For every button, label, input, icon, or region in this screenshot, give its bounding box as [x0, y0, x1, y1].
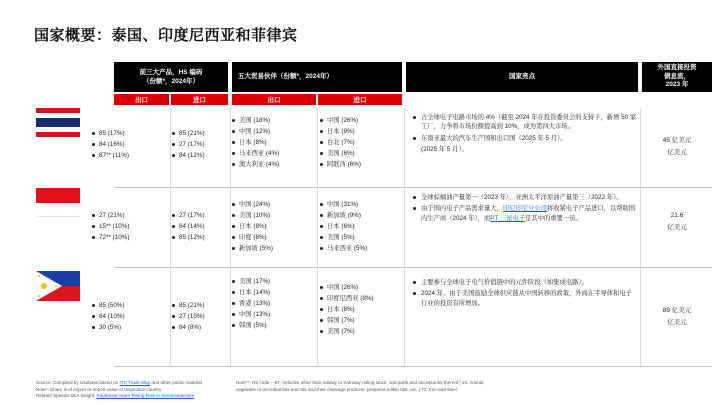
fdi-value: 45 亿美元 — [662, 137, 692, 144]
company-link-2[interactable]: PT 三星电子 — [490, 214, 526, 222]
subheader-import-partners: 进口 — [318, 94, 402, 105]
list-item: 日本 (8%) — [232, 221, 273, 232]
philippines-import-partners — [320, 282, 374, 337]
list-item: 85 (17%) — [92, 128, 129, 139]
thailand-fdi — [642, 135, 712, 160]
footer-related — [36, 393, 236, 400]
indonesia-highlights — [412, 193, 638, 225]
highlight-item: 主要参与全球电子电气价值链中的元件阶段（如集成电路）。 — [412, 278, 638, 287]
indonesia-import-products — [172, 210, 205, 243]
footer-text: Source: Compiled by Usabase based on — [36, 380, 120, 385]
list-item: 美国 (7%) — [320, 326, 374, 337]
list-item: 香港 (13%) — [232, 298, 270, 309]
indonesia-export-products — [92, 210, 129, 243]
header-fdi-line3: 2023 年 — [665, 81, 689, 89]
highlight-item: 占全球电子电路市场的 4%（截至 2024 年在投资委员会的支持下，新增 50 家工厂，力争将市场份额提高到 10%，成为第四大市场。 — [412, 113, 638, 132]
col-divider-4 — [404, 108, 405, 366]
list-item: 美国 (17%) — [232, 276, 270, 287]
list-item: 日本 (8%) — [320, 304, 374, 315]
list-item: 87** (11%) — [92, 150, 129, 161]
list-item: 27 (17%) — [172, 139, 205, 150]
header-top-products-line1: 前三大产品，HS 编码 — [139, 68, 203, 76]
fdi-unit: 亿美元 — [667, 224, 687, 232]
philippines-export-products — [92, 300, 125, 333]
footer-link-trade-map[interactable]: ITC Trade Map — [119, 380, 151, 385]
header-top-products-line2: （份额*，2024年） — [143, 78, 199, 85]
list-item: 韩国 (5%) — [232, 320, 270, 331]
header-fdi — [642, 62, 712, 92]
list-item: 中国 (13%) — [232, 309, 270, 320]
list-item: 马来西亚 (4%) — [232, 148, 279, 159]
philippines-flag — [36, 271, 80, 301]
list-item: 27 (17%) — [172, 210, 205, 221]
indonesia-export-partners — [232, 199, 273, 254]
subheader-export-partners: 出口 — [232, 94, 316, 105]
header-fdi-line1: 外国直接投资 — [657, 64, 697, 72]
highlight-item — [412, 204, 638, 223]
list-item: 台北 (7%) — [320, 137, 361, 148]
list-item: 15** (10%) — [92, 221, 129, 232]
row-divider-thailand — [114, 187, 712, 188]
list-item: 新加坡 (9%) — [320, 210, 367, 221]
footer-left — [36, 380, 236, 400]
list-item: 85 (50%) — [92, 300, 125, 311]
list-item: 美国 (10%) — [232, 210, 273, 221]
highlight-text: 将收紧电子产品进口，以帮助国内生产商（2024 年），而 — [421, 205, 636, 222]
page-title: 国家概要：泰国、印度尼西亚和菲律宾 — [34, 27, 298, 44]
footer-link-insight[interactable]: Southeast Asia's Rising Role in Semiconductors — [96, 393, 195, 399]
list-item: 27 (21%) — [92, 210, 129, 221]
indonesia-fdi — [642, 210, 712, 235]
footer-hs-note-1: Note**: HS code – 87: Vehicles other than railway or tramway rolling stock, and parts and accessories thereof | 15: Animal, — [236, 380, 485, 385]
footer-right — [236, 380, 676, 393]
list-item: 84 (14%) — [172, 221, 205, 232]
list-item: 85 (21%) — [172, 128, 205, 139]
fdi-unit: 亿美元 — [667, 149, 687, 157]
thailand-import-products — [172, 128, 205, 161]
list-item: 美国 (6%) — [320, 148, 361, 159]
header-fdi-line2: 债息流， — [664, 72, 690, 80]
fdi-value: 21.6 — [670, 212, 684, 219]
indonesia-import-partners — [320, 199, 367, 254]
list-item: 84 (10%) — [92, 311, 125, 322]
philippines-highlights — [412, 278, 638, 310]
thailand-export-partners — [232, 115, 279, 170]
header-highlights: 国家亮点 — [406, 62, 638, 92]
list-item: 日本 (14%) — [232, 287, 270, 298]
list-item: 印度 (8%) — [232, 232, 273, 243]
list-item: 中国 (26%) — [320, 282, 374, 293]
row-divider-indonesia — [114, 267, 712, 268]
footer-text: and other public material — [150, 380, 202, 385]
list-item: 日本 (6%) — [320, 221, 367, 232]
list-item: 中国 (31%) — [320, 199, 367, 210]
header-trade-partners: 五大贸易伙伴（份额*，2024年） — [232, 62, 402, 92]
highlight-item: 2024 年，由于美国鼓励全球供应链从中国转移的政策，外商在半导体和电子行业的投资有所增加。 — [412, 289, 638, 308]
footer-source — [36, 380, 236, 387]
col-divider-1 — [170, 108, 171, 366]
highlight-item: 全球棕榈油产量第一（2023 年），亚洲太平洋原油产量第三（2022 年）。 — [412, 193, 638, 202]
list-item: 澳大利亚 (4%) — [232, 159, 279, 170]
highlight-text: 由于国内电子产品需求量大， — [421, 205, 503, 213]
list-item: 85 (12%) — [172, 232, 205, 243]
philippines-import-products — [172, 300, 205, 333]
list-item: 84 (16%) — [92, 139, 129, 150]
thailand-import-partners — [320, 115, 361, 170]
highlight-text: 是其中的重要一员。 — [525, 214, 582, 222]
subheader-import-products: 进口 — [171, 94, 228, 105]
list-item: 中国 (12%) — [232, 126, 279, 137]
philippines-flag-graphic — [36, 271, 80, 301]
fdi-unit: 亿美元 — [667, 319, 687, 327]
col-divider-2 — [230, 108, 231, 366]
footer-text: Related Speeda SEA Insight: — [36, 393, 97, 399]
company-link-1[interactable]: 印尼印尼分公司 — [502, 205, 547, 213]
list-item: 日本 (9%) — [320, 126, 361, 137]
list-item: 印度尼西亚 (8%) — [320, 293, 374, 304]
list-item: 美国 (18%) — [232, 115, 279, 126]
list-item: 韩国 (7%) — [320, 315, 374, 326]
col-divider-5 — [640, 108, 641, 366]
highlight-item-continued: (2025 年 5 月）。 — [421, 146, 468, 154]
indonesia-flag — [36, 188, 80, 217]
thailand-highlights — [412, 113, 638, 157]
footer-hs-note-2: vegetable or microbial fats and oils and their cleavage products; prepared edible fats, etc. | 72: Iron and steel — [236, 386, 457, 392]
philippines-export-partners — [232, 276, 270, 331]
list-item: 85 (21%) — [172, 300, 205, 311]
list-item: 日本 (8%) — [232, 137, 279, 148]
list-item: 27 (15%) — [172, 311, 205, 322]
list-item: 阿联酋 (6%) — [320, 159, 361, 170]
fdi-value: 89 亿美元 — [662, 307, 692, 314]
list-item: 72** (10%) — [92, 232, 129, 243]
row-divider-bottom — [114, 366, 712, 367]
header-top-products — [114, 62, 228, 92]
list-item: 中国 (26%) — [320, 115, 361, 126]
footer-note: Note*: Share is of export or import value of respective country — [36, 386, 162, 392]
list-item: 美国 (5%) — [320, 232, 367, 243]
list-item: 30 (5%) — [92, 322, 125, 333]
list-item: 84 (8%) — [172, 322, 205, 333]
list-item: 中国 (24%) — [232, 199, 273, 210]
highlight-item: 东南亚最大的汽车生产国和出口国（2025 年 5 月）。 — [412, 134, 638, 143]
col-divider-3 — [317, 108, 318, 366]
philippines-fdi — [642, 305, 712, 330]
list-item: 新加坡 (5%) — [232, 243, 273, 254]
list-item: 84 (12%) — [172, 150, 205, 161]
list-item: 马来西亚 (5%) — [320, 243, 367, 254]
thailand-export-products — [92, 128, 129, 161]
thailand-flag — [36, 108, 80, 137]
subheader-export-products: 出口 — [114, 94, 169, 105]
